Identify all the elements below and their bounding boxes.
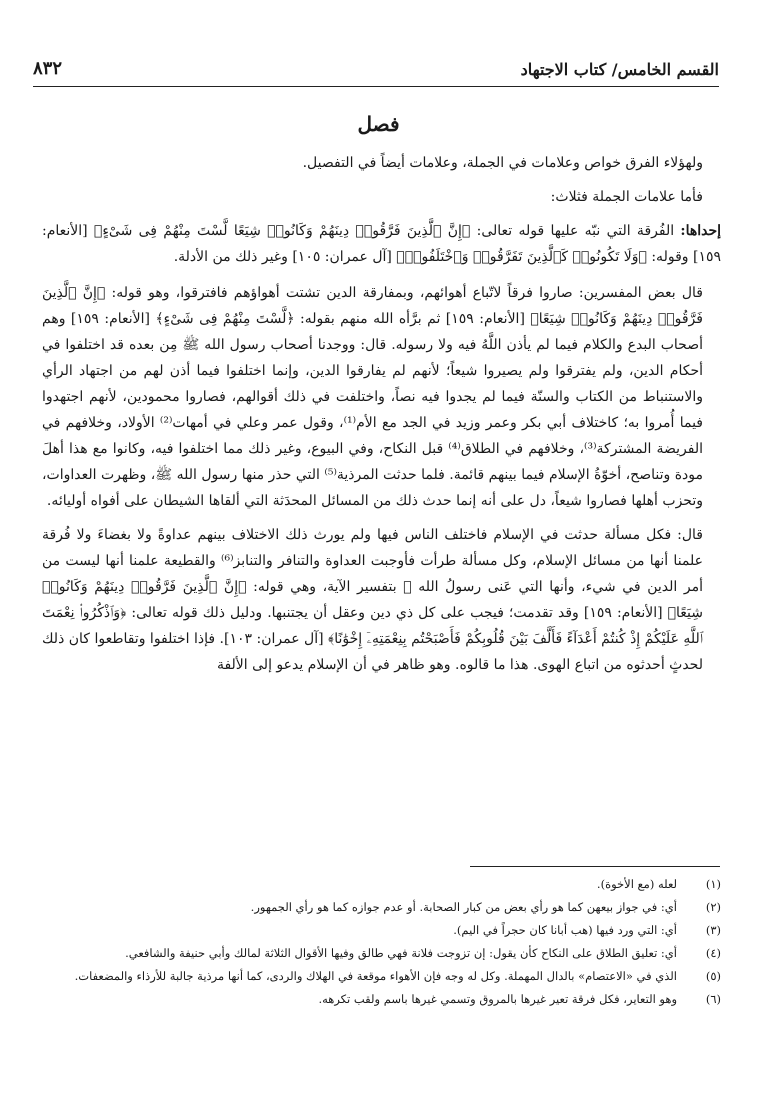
footnote-item xyxy=(40,874,721,894)
first-sign-intro: الفُرقة التي نبّه عليها قوله تعالى: xyxy=(476,223,675,239)
footnote-text: الذي في «الاعتصام» بالدال المهملة. وكل له وجه فإن الأهواء موقعة في الهلاك والردى، كما أنها مرذية جالبة للأرذاء والمضعفات. xyxy=(74,969,677,983)
footnote-item xyxy=(40,897,721,917)
paragraph-commentators: قال بعض المفسرين: صاروا فرقاً لاتّباع أهوائهم، وبمفارقة الدين تشتت أهواؤهم فافترقوا، وهو قوله: ﴿إِنَّ ٱلَّذِينَ فَرَّقُوا۟ دِينَهُمْ وَكَانُوا۟ شِيَعًا﴾ [الأنعام: ١٥٩] ثم برَّأه الله منهم بقوله: ﴿لَّسْتَ مِنْهُمْ فِى شَىْءٍ﴾ [الأنعام: ١٥٩] وهم أصحاب البدع والكلام فيما لم يأذن اللَّهُ فيه ولا رسوله. قال: ووجدنا أصحاب رسول الله ﷺ مِن بعده قد اختلفوا في أحكام الدين، ولم يفترقوا ولم يصيروا شيعاً؛ لأنهم لم يفارقوا الدين، وإنما اختلفوا فيما أذن لهم من اجتهاد الرأي والاستنباط من الكتاب والسنّة فيما لم يجدوا فيه نصاً، واختلفت في ذلك أقوالهم، فصاروا محمودين، لأنهم اجتهدوا فيما أُمروا به؛ كاختلاف أبي بكر وعمر وزيد في الجد مع الأم⁽¹⁾، وقول عمر وعلي في أمهات⁽²⁾ الأولاد، وخلافهم في الفريضة المشتركة⁽³⁾، وخلافهم في الطلاق⁽⁴⁾ قبل النكاح، وفي البيوع، وغير ذلك مما اختلفوا فيه، وكانوا مع هذا أهلَ مودة وتناصح، أخوّةُ الإسلام فيما بينهم قائمة. فلما حدثت المرذية⁽⁵⁾ التي حذر منها رسول الله ﷺ، وظهرت العداوات، وتحزب أهلها فصاروا شيعاً، دل على أنه إنما حدث ذلك من المسائل المحدَثة التي ألقاها الشيطان على أفواه أوليائه. xyxy=(42,285,704,509)
footnote-text: أي: في جواز بيعهن كما هو رأي بعض من كبار الصحابة. أو عدم جوازه كما هو رأي الجمهور. xyxy=(250,900,677,914)
footnote-text: أي: التي ورد فيها (هب أبانا كان حجراً في اليم). xyxy=(453,923,677,937)
header-section-title: القسم الخامس/ كتاب الاجتهاد xyxy=(520,60,719,79)
footnote-item xyxy=(40,989,721,1009)
first-sign-label: إحداها: xyxy=(680,223,722,239)
footnote-number: (٥) xyxy=(705,969,721,983)
footnote-text: أي: تعليق الطلاق على النكاح كأن يقول: إن تزوجت فلانة فهي طالق وفيها الأقوال الثلاثة لمالك وأبي حنيفة والشافعي. xyxy=(125,946,677,960)
footnote-number: (٤) xyxy=(705,946,721,960)
footnote-number: (٦) xyxy=(705,992,721,1006)
footnote-number: (١) xyxy=(705,877,721,891)
footnote-item xyxy=(40,943,721,963)
footnote-separator xyxy=(470,866,720,867)
paragraph-intro: ولهؤلاء الفرق خواص وعلامات في الجملة، وعلامات أيضاً في التفصيل. xyxy=(302,155,703,171)
footnote-number: (٢) xyxy=(705,900,721,914)
first-sign-verses: ﴿إِنَّ ٱلَّذِينَ فَرَّقُوا۟ دِينَهُمْ وَكَانُوا۟ شِيَعًا لَّسْتَ مِنْهُمْ فِى شَىْءٍ﴾ [الأنعام: ١٥٩] وقوله: ﴿وَلَا تَكُونُوا۟ كَٱلَّذِينَ تَفَرَّقُوا۟ وَٱخْتَلَفُوا۟﴾ [آل عمران: ١٠٥] وغير ذلك من الأدلة. xyxy=(42,223,721,265)
section-title: فصل xyxy=(357,112,400,136)
paragraph-every-issue: قال: فكل مسألة حدثت في الإسلام فاختلف الناس فيها ولم يورث ذلك الاختلاف بينهم عداوةً ولا بغضاءَ ولا فُرقة علمنا أنها من مسائل الإسلام، وكل مسألة طرأت فأوجبت العداوة والتنافر والتنابز⁽⁶⁾ والقطيعة علمنا أنها ليست من أمر الدين في شيء، وأنها التي عَنى رسولُ الله ﷺ بتفسير الآية، وهي قوله: ﴿إِنَّ ٱلَّذِينَ فَرَّقُوا۟ دِينَهُمْ وَكَانُوا۟ شِيَعًا﴾ [الأنعام: ١٥٩] وقد تقدمت؛ فيجب على كل ذي دين وعقل أن يجتنبها. ودليل ذلك قوله تعالى: ﴿وَٱذْكُرُوا۟ نِعْمَتَ ٱللَّهِ عَلَيْكُمْ إِذْ كُنتُمْ أَعْدَآءً فَأَلَّفَ بَيْنَ قُلُوبِكُمْ فَأَصْبَحْتُم بِنِعْمَتِهِۦٓ إِخْوَٰنًا﴾ [آل عمران: ١٠٣]. فإذا اختلفوا وتقاطعوا كان ذلك لحدثٍ أحدثوه من اتباع الهوى. هذا ما قالوه. وهو ظاهر في أن الإسلام يدعو إلى الألفة xyxy=(42,527,703,673)
footnote-item xyxy=(40,966,721,986)
paragraph-general-signs: فأما علامات الجملة فثلاث: xyxy=(550,189,703,205)
footnote-text: لعله (مع الأخوة). xyxy=(596,877,677,891)
page-number: ٨٣٢ xyxy=(33,58,63,79)
footnotes xyxy=(40,874,721,1012)
footnote-number: (٣) xyxy=(705,923,721,937)
footnote-item xyxy=(40,920,721,940)
running-header xyxy=(33,58,719,87)
paragraph-first-sign xyxy=(42,218,721,270)
footnote-text: وهو التعاير، فكل فرقة تعير غيرها بالمروق وتسمي غيرها باسم ولقب تكرهه. xyxy=(318,992,677,1006)
main-text xyxy=(42,150,721,686)
